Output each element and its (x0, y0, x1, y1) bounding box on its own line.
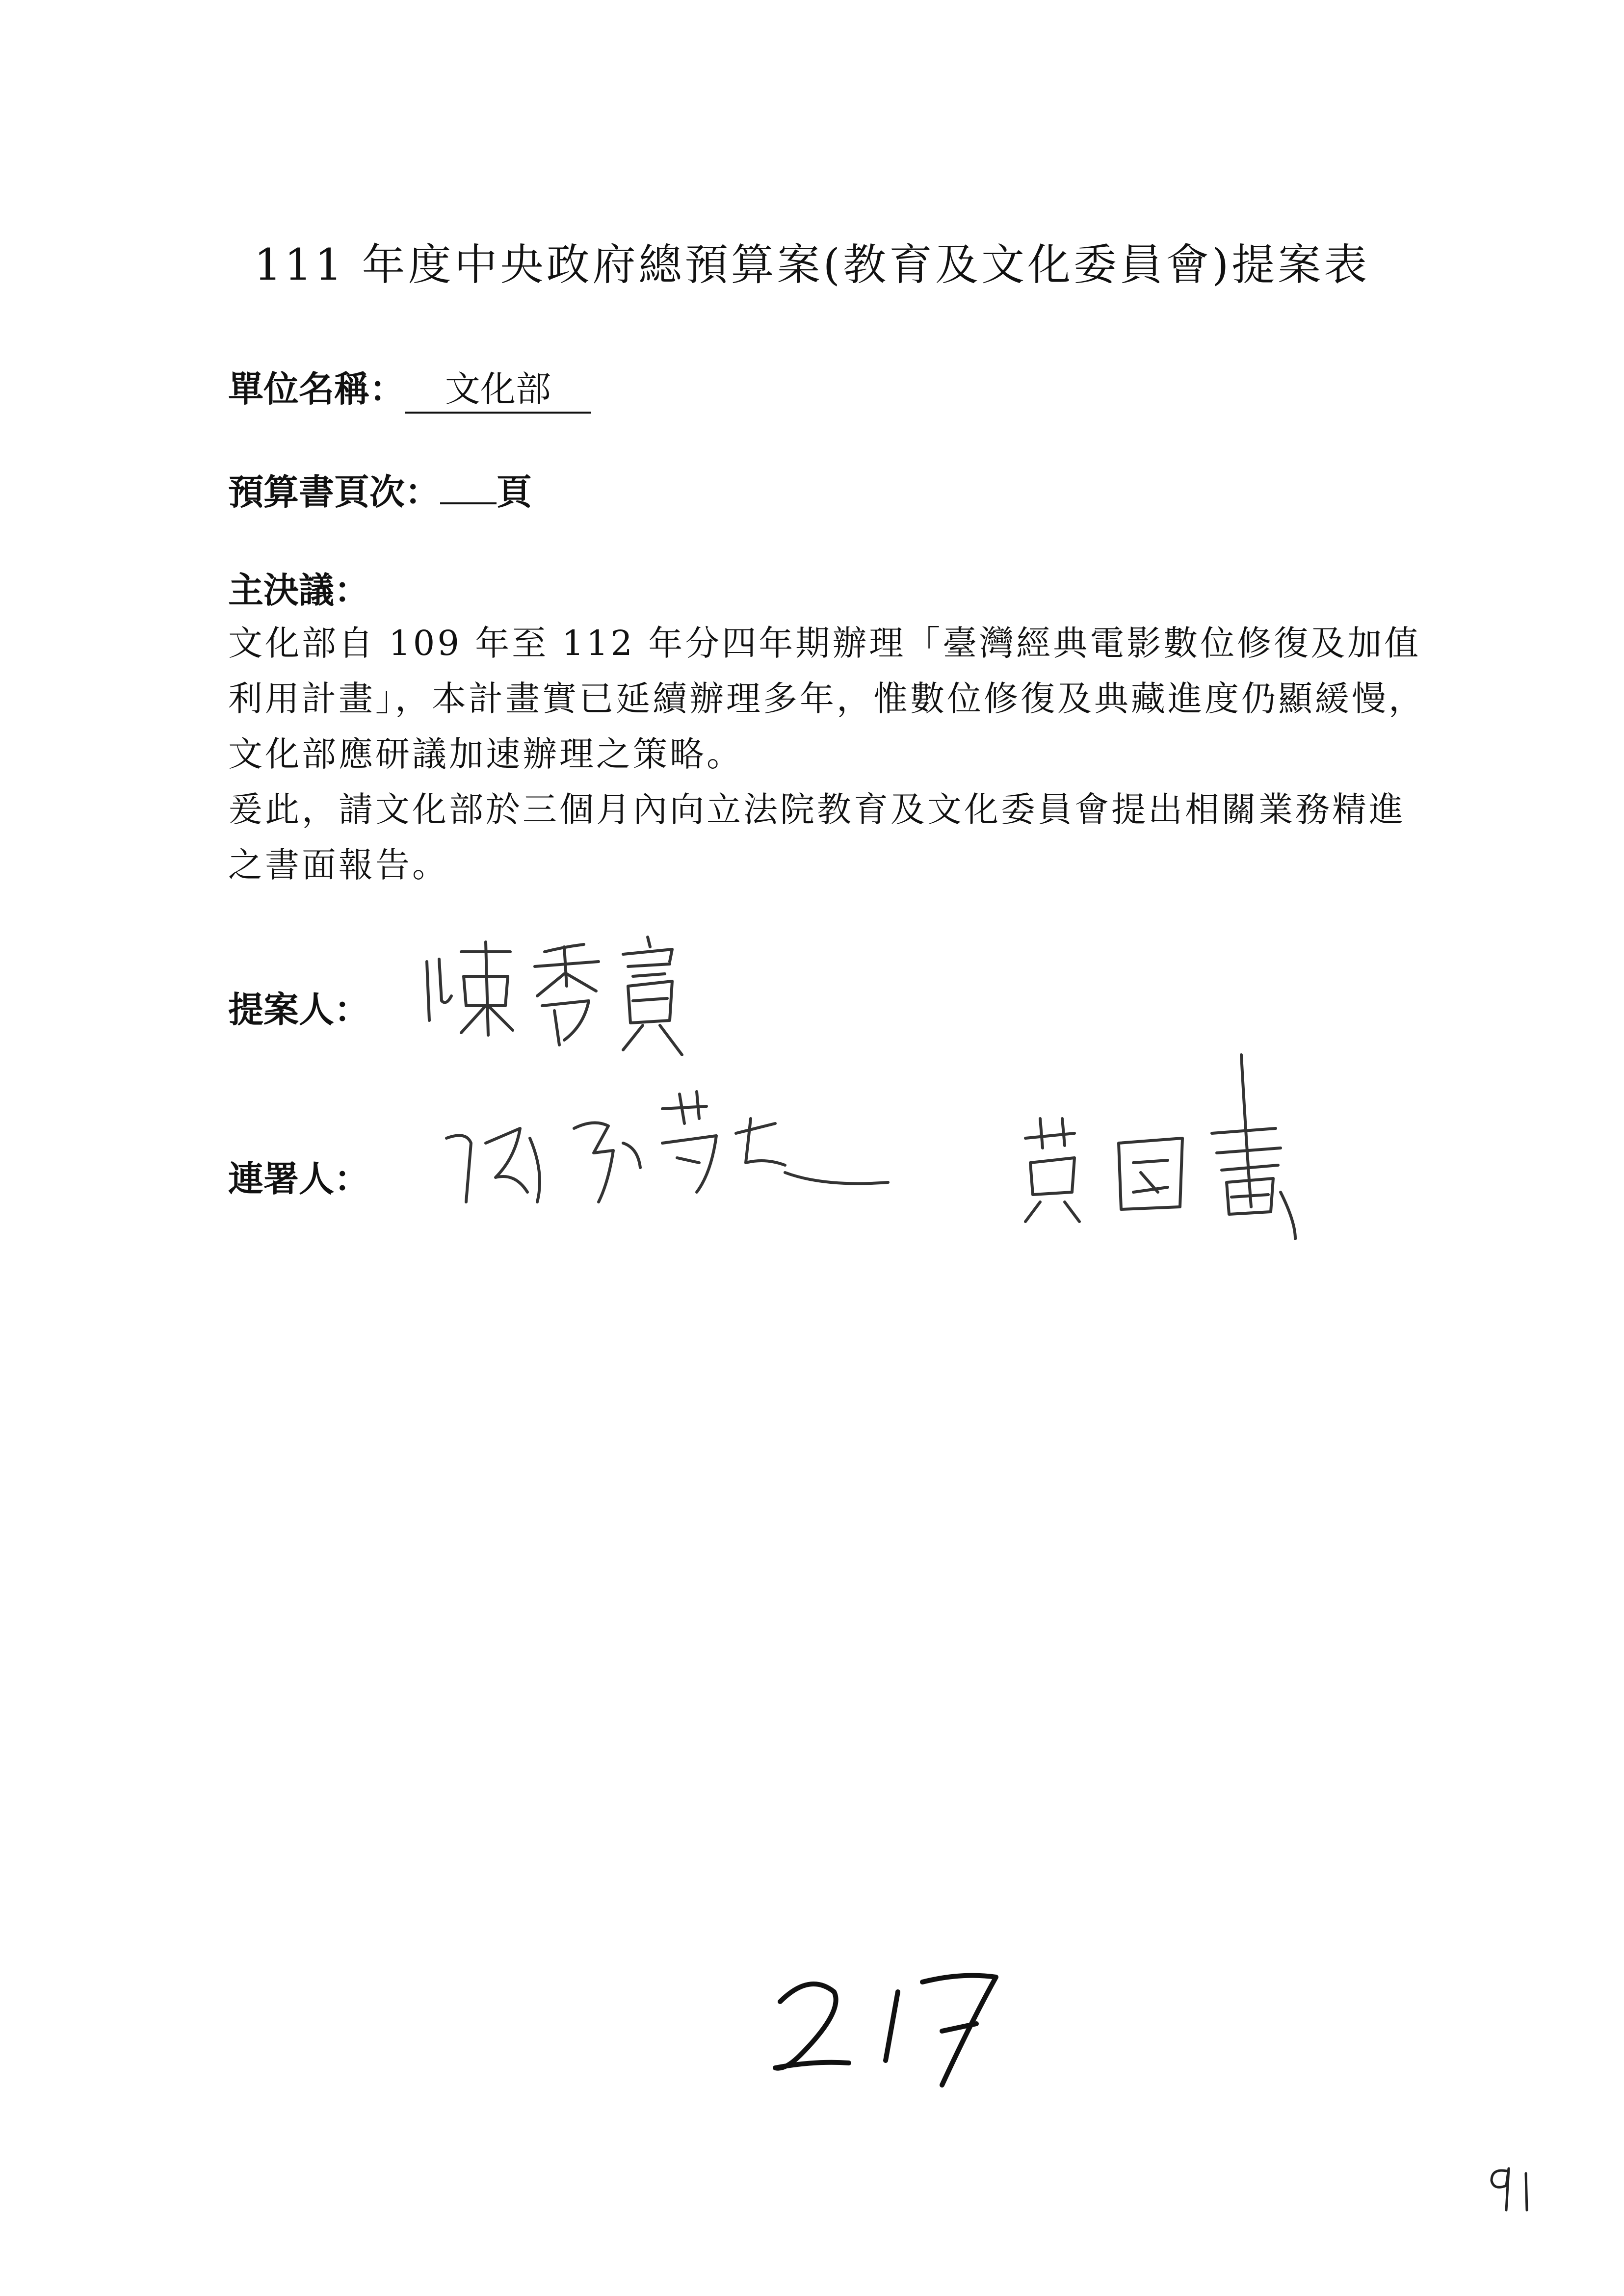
resolution-body (228, 616, 1435, 893)
budget-page-suffix: 頁 (497, 471, 532, 513)
unit-name-value: 文化部 (405, 361, 591, 414)
cosigner-field (228, 1150, 369, 1201)
unit-name-label: 單位名稱： (228, 368, 405, 410)
handwritten-number-drawing (765, 1943, 1021, 2090)
proposer-field (228, 981, 369, 1032)
proposer-label: 提案人： (228, 989, 370, 1030)
resolution-heading: 主決議： (228, 569, 370, 611)
budget-page-field (228, 464, 532, 515)
cosigner-signatures (432, 1045, 1374, 1251)
resolution-paragraph: 文化部自 109 年至 112 年分四年期辦理「臺灣經典電影數位修復及加值利用計畫」，本計畫實已延續辦理多年，惟數位修復及典藏進度仍顯緩慢，文化部應研議加速辦理之策略。 (228, 623, 1425, 774)
budget-page-label: 預算書頁次： (228, 471, 441, 513)
document-title: 111 年度中央政府總預算案(教育及文化委員會)提案表 (254, 239, 1370, 290)
page-number-drawing (1482, 2159, 1550, 2218)
cosigner-label: 連署人： (228, 1158, 370, 1200)
resolution-paragraph: 爰此，請文化部於三個月內向立法院教育及文化委員會提出相關業務精進之書面報告。 (228, 789, 1406, 885)
page-number (1482, 2159, 1550, 2218)
budget-page-blank (440, 473, 497, 504)
unit-name-field (228, 361, 591, 414)
handwritten-number (765, 1943, 1021, 2090)
